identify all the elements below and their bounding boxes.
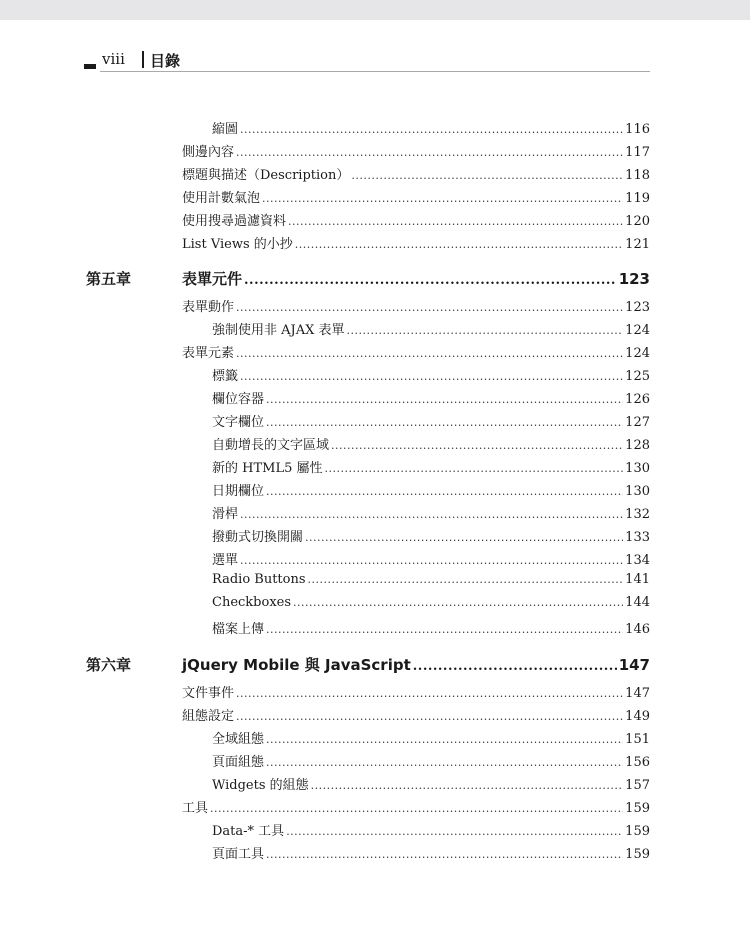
chapter-title: jQuery Mobile 與 JavaScript: [182, 656, 411, 674]
entry-page: 146: [625, 622, 650, 637]
toc-entry[interactable]: [212, 503, 650, 523]
entry-title: 表單元素: [182, 346, 235, 361]
entry-page: 156: [625, 755, 650, 770]
leader-dots: [266, 416, 623, 429]
leader-dots: [240, 370, 623, 383]
entry-title: Checkboxes: [212, 595, 292, 610]
header-mark: [84, 64, 96, 69]
top-band: [0, 0, 750, 20]
entry-title: 工具: [182, 801, 209, 816]
leader-dots: [413, 659, 617, 674]
entry-page: 134: [625, 553, 650, 568]
toc-entry[interactable]: [212, 820, 650, 840]
entry-page: 124: [625, 323, 650, 338]
toc-entry[interactable]: [212, 319, 650, 339]
entry-page: 126: [625, 392, 650, 407]
entry-title: 表單動作: [182, 300, 235, 315]
entry-page: 141: [625, 572, 650, 587]
toc-entry[interactable]: [182, 210, 650, 230]
page-number: viii: [102, 50, 125, 68]
leader-dots: [325, 462, 624, 475]
toc-entry[interactable]: [182, 233, 650, 253]
leader-dots: [286, 825, 623, 838]
toc-entry[interactable]: [212, 457, 650, 477]
entry-page: 159: [625, 847, 650, 862]
toc-entry[interactable]: [212, 411, 650, 431]
leader-dots: [266, 393, 623, 406]
entry-title: 欄位容器: [212, 392, 265, 407]
entry-page: 159: [625, 801, 650, 816]
entry-page: 119: [625, 191, 650, 206]
entry-page: 120: [625, 214, 650, 229]
leader-dots: [351, 169, 623, 182]
chapter-page: 147: [618, 656, 650, 674]
toc-entry[interactable]: [182, 164, 650, 184]
entry-title: 頁面組態: [212, 755, 265, 770]
entry-page: 159: [625, 824, 650, 839]
entry-page: 147: [625, 686, 650, 701]
page-title: 目錄: [150, 52, 181, 70]
entry-page: 127: [625, 415, 650, 430]
entry-title: Widgets 的組態: [212, 778, 309, 793]
leader-dots: [308, 573, 624, 586]
entry-page: 130: [625, 484, 650, 499]
chapter-label: 第五章: [86, 270, 132, 288]
entry-page: 117: [625, 145, 650, 160]
entry-title: 側邊內容: [182, 145, 235, 160]
chapter-line[interactable]: [182, 268, 650, 289]
leader-dots: [266, 848, 623, 861]
toc-entry[interactable]: [182, 187, 650, 207]
toc-entry[interactable]: [212, 388, 650, 408]
entry-page: 133: [625, 530, 650, 545]
toc-entry[interactable]: [212, 618, 650, 638]
leader-dots: [305, 531, 623, 544]
leader-dots: [236, 146, 623, 159]
entry-title: 標題與描述（Description）: [182, 168, 350, 183]
entry-page: 149: [625, 709, 650, 724]
toc-entry[interactable]: [182, 682, 650, 702]
entry-page: 116: [625, 122, 650, 137]
entry-page: 118: [625, 168, 650, 183]
entry-title: Radio Buttons: [212, 572, 306, 587]
toc-entry[interactable]: [212, 434, 650, 454]
toc-entry[interactable]: [212, 572, 650, 592]
entry-title: 檔案上傳: [212, 622, 265, 637]
leader-dots: [240, 508, 623, 521]
leader-dots: [266, 485, 623, 498]
toc-entry[interactable]: [182, 296, 650, 316]
leader-dots: [295, 238, 623, 251]
entry-title: 全域組態: [212, 732, 265, 747]
entry-title: Data-* 工具: [212, 824, 285, 839]
toc-entry[interactable]: [212, 728, 650, 748]
entry-title: 頁面工具: [212, 847, 265, 862]
leader-dots: [244, 273, 617, 288]
leader-dots: [236, 687, 623, 700]
toc-entry[interactable]: [212, 480, 650, 500]
leader-dots: [311, 779, 624, 792]
leader-dots: [266, 756, 623, 769]
entry-page: 125: [625, 369, 650, 384]
leader-dots: [288, 215, 623, 228]
toc-entry[interactable]: [212, 843, 650, 863]
leader-dots: [236, 347, 623, 360]
entry-page: 132: [625, 507, 650, 522]
toc-entry[interactable]: [182, 342, 650, 362]
entry-page: 124: [625, 346, 650, 361]
entry-title: 新的 HTML5 屬性: [212, 461, 323, 476]
entry-title: 使用計數氣泡: [182, 191, 261, 206]
leader-dots: [240, 123, 623, 136]
entry-page: 144: [625, 595, 650, 610]
page-header: [84, 50, 650, 72]
toc-entry[interactable]: [182, 797, 650, 817]
leader-dots: [266, 733, 623, 746]
leader-dots: [347, 324, 624, 337]
entry-title: 標籤: [212, 369, 239, 384]
leader-dots: [240, 554, 623, 567]
toc-entry[interactable]: [182, 705, 650, 725]
entry-title: 撥動式切換開關: [212, 530, 304, 545]
entry-page: 128: [625, 438, 650, 453]
leader-dots: [266, 623, 623, 636]
toc-entry[interactable]: [212, 118, 650, 138]
entry-title: 文件事件: [182, 686, 235, 701]
leader-dots: [236, 301, 623, 314]
chapter-label: 第六章: [86, 656, 132, 674]
toc-entry[interactable]: [212, 549, 650, 569]
toc-entry[interactable]: [212, 526, 650, 546]
leader-dots: [331, 439, 623, 452]
toc-entry[interactable]: [182, 141, 650, 161]
toc-entry[interactable]: [212, 595, 650, 615]
entry-page: 157: [625, 778, 650, 793]
entry-title: 縮圖: [212, 122, 239, 137]
leader-dots: [262, 192, 623, 205]
leader-dots: [210, 802, 623, 815]
entry-title: 強制使用非 AJAX 表單: [212, 323, 345, 338]
entry-title: 自動增長的文字區域: [212, 438, 330, 453]
entry-title: 滑桿: [212, 507, 239, 522]
toc-entry[interactable]: [212, 751, 650, 771]
header-separator: [142, 51, 144, 68]
chapter-page: 123: [618, 270, 650, 288]
header-rule: [100, 71, 650, 72]
leader-dots: [236, 710, 623, 723]
chapter-line[interactable]: [182, 654, 650, 675]
entry-title: 文字欄位: [212, 415, 265, 430]
toc-entry[interactable]: [212, 365, 650, 385]
chapter-title: 表單元件: [182, 270, 243, 288]
leader-dots: [293, 596, 623, 609]
toc-entry[interactable]: [212, 774, 650, 794]
entry-page: 130: [625, 461, 650, 476]
entry-page: 121: [625, 237, 650, 252]
entry-title: 日期欄位: [212, 484, 265, 499]
entry-title: List Views 的小抄: [182, 237, 293, 252]
entry-page: 151: [625, 732, 650, 747]
entry-page: 123: [625, 300, 650, 315]
entry-title: 使用搜尋過濾資料: [182, 214, 287, 229]
entry-title: 組態設定: [182, 709, 235, 724]
entry-title: 選單: [212, 553, 239, 568]
